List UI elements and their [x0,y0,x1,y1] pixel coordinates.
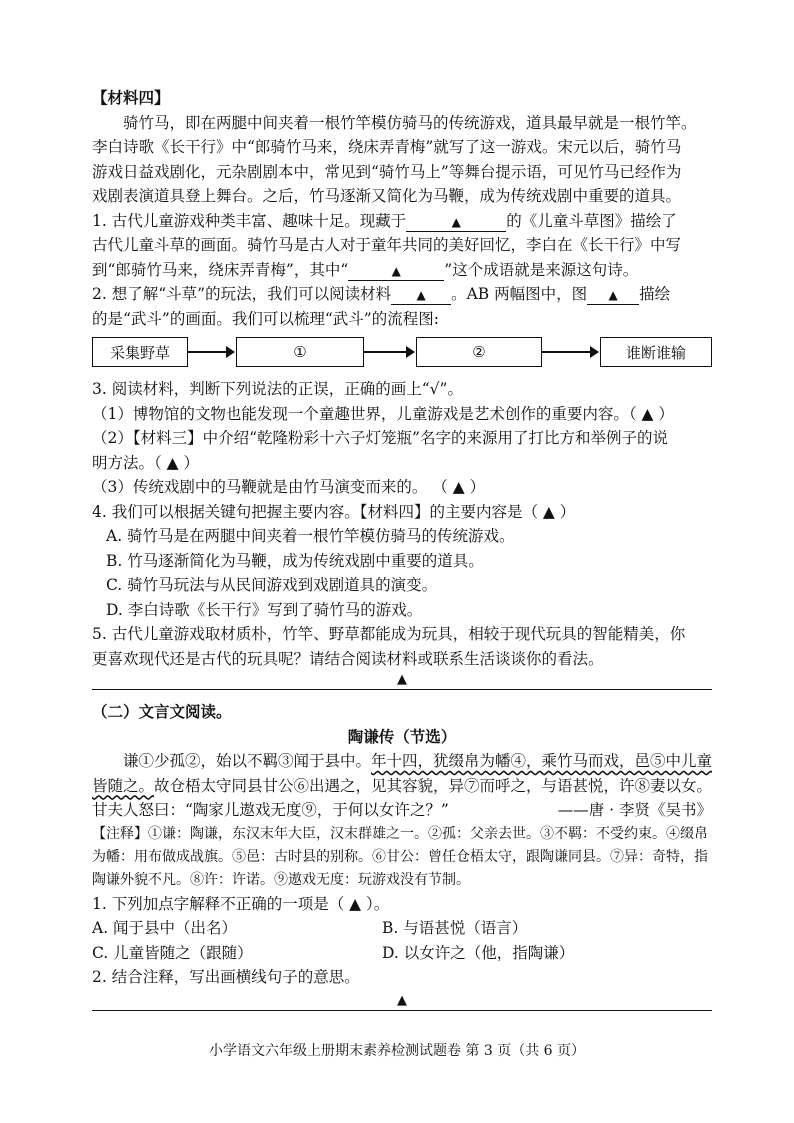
flow-arrow [364,351,414,353]
question-3-item[interactable]: （3）传统戏剧中的马鞭就是由竹马演变而来的。 （ ▲ ） [92,478,486,496]
question-2: 2. 想了解“斗草”的玩法，我们可以阅读材料 ▲ 。AB 两幅图中，图 ▲ 描绘 [92,285,671,303]
underlined-sentence: 皆随之。 [92,776,155,795]
annotation-line: 陶谦外貌不凡。⑧许：许诺。⑨遨戏无度：玩游戏没有节制。 [92,871,470,888]
answer-blank[interactable]: ▲ [587,285,639,305]
page-footer: 小学语文六年级上册期末素养检测试题卷 第 3 页（共 6 页） [208,1043,586,1059]
options-row [92,916,712,941]
flow-step-2[interactable]: ② [416,337,542,367]
flow-arrow [188,351,234,353]
option-b[interactable]: B. 与语甚悦（语言） [382,919,528,937]
classical-text-title: 陶谦传（节选） [347,726,457,746]
material4-paragraph-line: 游戏日益戏剧化，元杂剧剧本中，常见到“骑竹马上”等舞台提示语，可见竹马已经作为 [92,162,682,181]
annotation-line: 【注释】①谦：陶谦，东汉末年大臣，汉末群雄之一。②孤：父亲去世。③不羁：不受约束。④缀帛 [92,825,708,842]
material4-paragraph-line: 戏剧表演道具登上舞台。之后，竹马逐渐又简化为马鞭，成为传统戏剧中重要的道具。 [92,187,682,205]
flow-arrow [542,351,598,353]
classical-question-2: 2. 结合注释，写出画横线句子的意思。 [92,968,360,986]
answer-triangle: ▲ [397,672,407,687]
option-b[interactable]: B. 竹马逐渐简化为马鞭，成为传统戏剧中重要的道具。 [106,551,484,570]
question-3-item[interactable]: （1）博物馆的文物也能发现一个童趣世界，儿童游戏是艺术创作的重要内容。（ ▲ ） [92,404,674,423]
classical-text-line: 皆随之。故仓梧太守同县甘公⑥出遇之，见其容貌，异⑦而呼之，与语甚悦，许⑧妻以女。 [92,776,713,795]
question-2-line: 的是“武斗”的画面。我们可以梳理“武斗”的流程图: [92,309,439,328]
question-1-line: 古代儿童斗草的画面。骑竹马是古人对于童年共同的美好回忆，李白在《长干行》中写 [92,236,682,254]
material4-paragraph-line: 骑竹马，即在两腿中间夹着一根竹竿模仿骑马的传统游戏，道具最早就是一根竹竿。 [123,113,697,132]
flow-chart [92,337,712,373]
flow-step-1[interactable]: ① [236,337,364,367]
option-a[interactable]: A. 骑竹马是在两腿中间夹着一根竹竿模仿骑马的传统游戏。 [106,527,515,545]
classical-text-line: 甘夫人怒曰：“陶家儿遨戏无度⑨，于何以女许之？” ——唐 · 李贤《吴书》 [92,798,712,823]
question-1-line: 到“郎骑竹马来，绕床弄青梅”，其中“ ▲ ”这个成语就是来源这句诗。 [92,260,639,279]
annotation-line: 为幡：用布做成战旗。⑤邑：古时县的别称。⑥甘公：曾任仓梧太守，跟陶谦同县。⑦异：奇特，指 [92,848,708,865]
option-a[interactable]: A. 闻于县中（出名） [92,919,238,937]
question-3-item[interactable]: 明方法。（ ▲ ） [92,453,200,472]
option-d[interactable]: D. 李白诗歌《长干行》写到了骑竹马的游戏。 [106,600,423,619]
question-5: 5. 古代儿童游戏取材质朴，竹竿、野草都能成为玩具，相较于现代玩具的智能精美，你 [92,625,686,643]
option-c[interactable]: C. 儿童皆随之（跟随） [92,943,253,962]
answer-line[interactable] [92,1010,712,1011]
question-3-item[interactable]: （2）【材料三】中介绍“乾隆粉彩十六子灯笼瓶”名字的来源用了打比方和举例子的说 [92,429,668,447]
section-2-heading: （二）文言文阅读。 [92,702,232,721]
option-c[interactable]: C. 骑竹马玩法与从民间游戏到戏剧道具的演变。 [106,576,438,594]
material4-heading: 【材料四】 [92,88,170,107]
exam-page [92,86,712,1011]
question-1: 1. 古代儿童游戏种类丰富、趣味十足。现藏于 ▲ 的《儿童斗草图》描绘了 [92,211,677,230]
source-citation: ——唐 · 李贤《吴书》 [557,801,712,819]
answer-line[interactable] [92,689,712,690]
answer-blank[interactable]: ▲ [406,212,506,232]
classical-text-line: 谦①少孤②，始以不羁③闻于县中。年十四，犹缀帛为幡④，乘竹马而戏，邑⑤中儿童 [123,752,713,770]
underlined-sentence: 年十四，犹缀帛为幡④，乘竹马而戏，邑⑤中儿童 [371,752,713,770]
question-5-line: 更喜欢现代还是古代的玩具呢？请结合阅读材料或联系生活谈谈你的看法。 [92,649,604,668]
question-3-stem: 3. 阅读材料，判断下列说法的正误，正确的画上“√”。 [92,380,463,398]
material4-paragraph-line: 李白诗歌《长干行》中“郎骑竹马来，绕床弄青梅”就写了这一游戏。宋元以后，骑竹马 [92,138,682,156]
answer-blank[interactable]: ▲ [348,261,444,281]
options-row [92,941,712,966]
flow-step-collect: 采集野草 [92,337,188,367]
question-4-stem: 4. 我们可以根据关键句把握主要内容。【材料四】的主要内容是（ ▲ ） [92,502,576,521]
option-d[interactable]: D. 以女许之（他，指陶谦） [382,943,575,962]
answer-triangle: ▲ [397,992,407,1008]
classical-question-1: 1. 下列加点字解释不正确的一项是（ ▲ ）。 [92,894,390,913]
flow-step-result: 谁断谁输 [600,337,712,367]
answer-blank[interactable]: ▲ [391,285,451,305]
